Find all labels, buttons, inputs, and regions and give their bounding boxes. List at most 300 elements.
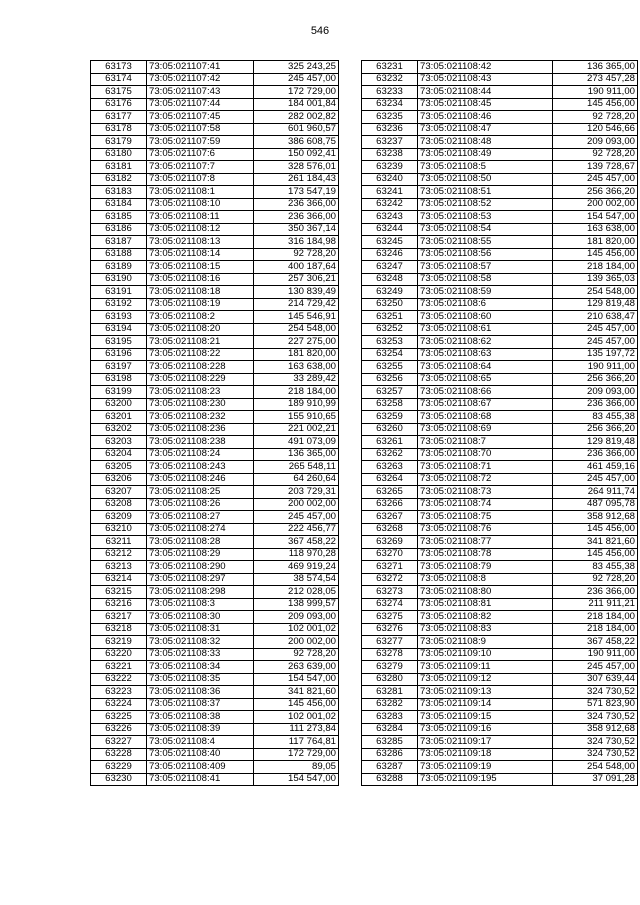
cadastral-value: 307 639,44 xyxy=(553,673,638,686)
cadastral-value: 145 456,00 xyxy=(553,98,638,111)
table-row xyxy=(362,586,638,599)
cadastral-value: 236 366,00 xyxy=(553,398,638,411)
cadastral-number: 73:05:021108:64 xyxy=(418,361,553,374)
cadastral-number: 73:05:021107:44 xyxy=(147,98,254,111)
cadastral-number: 73:05:021109:15 xyxy=(418,711,553,724)
row-number: 63187 xyxy=(91,236,147,249)
row-number: 63281 xyxy=(362,686,418,699)
row-number: 63276 xyxy=(362,623,418,636)
table-row xyxy=(362,148,638,161)
cadastral-number: 73:05:021108:41 xyxy=(147,773,254,786)
row-number: 63251 xyxy=(362,311,418,324)
cadastral-value: 200 002,00 xyxy=(553,198,638,211)
cadastral-value: 209 093,00 xyxy=(553,386,638,399)
row-number: 63216 xyxy=(91,598,147,611)
cadastral-value: 245 457,00 xyxy=(254,73,339,86)
cadastral-value: 33 289,42 xyxy=(254,373,339,386)
cadastral-value: 210 638,47 xyxy=(553,311,638,324)
cadastral-value: 218 184,00 xyxy=(254,386,339,399)
row-number: 63265 xyxy=(362,486,418,499)
cadastral-value: 83 455,38 xyxy=(553,411,638,424)
cadastral-value: 200 002,00 xyxy=(254,498,339,511)
cadastral-value: 189 910,99 xyxy=(254,398,339,411)
row-number: 63235 xyxy=(362,111,418,124)
row-number: 63184 xyxy=(91,198,147,211)
cadastral-number: 73:05:021109:13 xyxy=(418,686,553,699)
table-row xyxy=(362,498,638,511)
cadastral-value: 129 819,48 xyxy=(553,298,638,311)
cadastral-number: 73:05:021107:43 xyxy=(147,86,254,99)
cadastral-number: 73:05:021108:15 xyxy=(147,261,254,274)
cadastral-number: 73:05:021108:75 xyxy=(418,511,553,524)
cadastral-number: 73:05:021107:58 xyxy=(147,123,254,136)
cadastral-value: 139 365,03 xyxy=(553,273,638,286)
cadastral-number: 73:05:021108:30 xyxy=(147,611,254,624)
cadastral-number: 73:05:021108:298 xyxy=(147,586,254,599)
cadastral-value: 155 910,65 xyxy=(254,411,339,424)
table-row xyxy=(362,161,638,174)
table-row xyxy=(91,173,339,186)
row-number: 63223 xyxy=(91,686,147,699)
row-number: 63208 xyxy=(91,498,147,511)
cadastral-number: 73:05:021108:229 xyxy=(147,373,254,386)
cadastral-number: 73:05:021109:195 xyxy=(418,773,553,786)
row-number: 63277 xyxy=(362,636,418,649)
row-number: 63186 xyxy=(91,223,147,236)
row-number: 63271 xyxy=(362,561,418,574)
row-number: 63266 xyxy=(362,498,418,511)
row-number: 63267 xyxy=(362,511,418,524)
table-row xyxy=(91,523,339,536)
cadastral-value: 221 002,21 xyxy=(254,423,339,436)
row-number: 63274 xyxy=(362,598,418,611)
cadastral-value: 130 839,49 xyxy=(254,286,339,299)
cadastral-value: 254 548,00 xyxy=(553,761,638,774)
cadastral-number: 73:05:021109:17 xyxy=(418,736,553,749)
cadastral-value: 256 366,20 xyxy=(553,423,638,436)
cadastral-value: 218 184,00 xyxy=(553,261,638,274)
table-row xyxy=(362,536,638,549)
table-row xyxy=(91,136,339,149)
row-number: 63174 xyxy=(91,73,147,86)
cadastral-number: 73:05:021108:23 xyxy=(147,386,254,399)
cadastral-value: 214 729,42 xyxy=(254,298,339,311)
table-row xyxy=(91,261,339,274)
row-number: 63191 xyxy=(91,286,147,299)
table-row xyxy=(362,561,638,574)
table-row xyxy=(362,86,638,99)
table-row xyxy=(362,123,638,136)
table-row xyxy=(362,261,638,274)
table-row xyxy=(362,648,638,661)
row-number: 63224 xyxy=(91,698,147,711)
table-row xyxy=(91,186,339,199)
row-number: 63252 xyxy=(362,323,418,336)
row-number: 63228 xyxy=(91,748,147,761)
cadastral-number: 73:05:021108:46 xyxy=(418,111,553,124)
row-number: 63232 xyxy=(362,73,418,86)
cadastral-number: 73:05:021108:34 xyxy=(147,661,254,674)
cadastral-value: 325 243,25 xyxy=(254,61,339,74)
table-row xyxy=(91,423,339,436)
table-row xyxy=(91,736,339,749)
cadastral-value: 154 547,00 xyxy=(254,773,339,786)
table-row xyxy=(362,661,638,674)
table-row xyxy=(362,611,638,624)
cadastral-number: 73:05:021108:236 xyxy=(147,423,254,436)
cadastral-value: 254 548,00 xyxy=(254,323,339,336)
row-number: 63227 xyxy=(91,736,147,749)
table-row xyxy=(362,61,638,74)
cadastral-number: 73:05:021108:7 xyxy=(418,436,553,449)
cadastral-value: 92 728,20 xyxy=(254,648,339,661)
cadastral-number: 73:05:021108:21 xyxy=(147,336,254,349)
table-row xyxy=(362,173,638,186)
cadastral-number: 73:05:021108:230 xyxy=(147,398,254,411)
cadastral-number: 73:05:021108:232 xyxy=(147,411,254,424)
cadastral-number: 73:05:021108:60 xyxy=(418,311,553,324)
cadastral-number: 73:05:021108:243 xyxy=(147,461,254,474)
row-number: 63284 xyxy=(362,723,418,736)
cadastral-value: 227 275,00 xyxy=(254,336,339,349)
table-row xyxy=(91,61,339,74)
cadastral-number: 73:05:021108:76 xyxy=(418,523,553,536)
table-row xyxy=(91,773,339,786)
table-row xyxy=(362,423,638,436)
row-number: 63282 xyxy=(362,698,418,711)
cadastral-value: 145 546,91 xyxy=(254,311,339,324)
cadastral-number: 73:05:021108:56 xyxy=(418,248,553,261)
cadastral-number: 73:05:021108:24 xyxy=(147,448,254,461)
table-row xyxy=(362,736,638,749)
row-number: 63272 xyxy=(362,573,418,586)
row-number: 63237 xyxy=(362,136,418,149)
cadastral-number: 73:05:021108:51 xyxy=(418,186,553,199)
row-number: 63256 xyxy=(362,373,418,386)
table-row xyxy=(91,636,339,649)
cadastral-value: 461 459,16 xyxy=(553,461,638,474)
table-row xyxy=(362,698,638,711)
row-number: 63181 xyxy=(91,161,147,174)
row-number: 63190 xyxy=(91,273,147,286)
cadastral-number: 73:05:021108:71 xyxy=(418,461,553,474)
row-number: 63189 xyxy=(91,261,147,274)
cadastral-number: 73:05:021108:61 xyxy=(418,323,553,336)
cadastral-value: 265 548,11 xyxy=(254,461,339,474)
row-number: 63182 xyxy=(91,173,147,186)
table-row xyxy=(91,111,339,124)
table-row xyxy=(91,561,339,574)
cadastral-number: 73:05:021108:31 xyxy=(147,623,254,636)
row-number: 63219 xyxy=(91,636,147,649)
table-row xyxy=(362,223,638,236)
cadastral-value: 154 547,00 xyxy=(553,211,638,224)
row-number: 63213 xyxy=(91,561,147,574)
cadastral-value: 324 730,52 xyxy=(553,686,638,699)
table-row xyxy=(362,711,638,724)
cadastral-number: 73:05:021108:36 xyxy=(147,686,254,699)
cadastral-value: 571 823,90 xyxy=(553,698,638,711)
row-number: 63255 xyxy=(362,361,418,374)
cadastral-number: 73:05:021108:43 xyxy=(418,73,553,86)
cadastral-value: 328 576,01 xyxy=(254,161,339,174)
cadastral-value: 92 728,20 xyxy=(553,111,638,124)
table-row xyxy=(362,186,638,199)
cadastral-value: 236 366,00 xyxy=(553,448,638,461)
row-number: 63238 xyxy=(362,148,418,161)
table-row xyxy=(91,686,339,699)
cadastral-number: 73:05:021108:14 xyxy=(147,248,254,261)
row-number: 63206 xyxy=(91,473,147,486)
table-row xyxy=(362,573,638,586)
table-row xyxy=(91,511,339,524)
cadastral-number: 73:05:021108:65 xyxy=(418,373,553,386)
cadastral-number: 73:05:021108:246 xyxy=(147,473,254,486)
cadastral-value: 173 547,19 xyxy=(254,186,339,199)
table-row xyxy=(91,311,339,324)
row-number: 63260 xyxy=(362,423,418,436)
cadastral-value: 245 457,00 xyxy=(553,661,638,674)
cadastral-value: 218 184,00 xyxy=(553,623,638,636)
cadastral-number: 73:05:021108:62 xyxy=(418,336,553,349)
row-number: 63275 xyxy=(362,611,418,624)
cadastral-value: 172 729,00 xyxy=(254,86,339,99)
table-row xyxy=(91,586,339,599)
cadastral-number: 73:05:021108:4 xyxy=(147,736,254,749)
cadastral-value: 102 001,02 xyxy=(254,711,339,724)
cadastral-value: 264 911,74 xyxy=(553,486,638,499)
table-row xyxy=(91,223,339,236)
cadastral-number: 73:05:021107:6 xyxy=(147,148,254,161)
row-number: 63217 xyxy=(91,611,147,624)
row-number: 63179 xyxy=(91,136,147,149)
cadastral-value: 273 457,28 xyxy=(553,73,638,86)
cadastral-number: 73:05:021108:78 xyxy=(418,548,553,561)
cadastral-number: 73:05:021108:19 xyxy=(147,298,254,311)
table-row xyxy=(91,273,339,286)
cadastral-number: 73:05:021108:54 xyxy=(418,223,553,236)
row-number: 63175 xyxy=(91,86,147,99)
cadastral-number: 73:05:021108:58 xyxy=(418,273,553,286)
table-row xyxy=(91,123,339,136)
row-number: 63177 xyxy=(91,111,147,124)
row-number: 63210 xyxy=(91,523,147,536)
cadastral-number: 73:05:021108:35 xyxy=(147,673,254,686)
table-row xyxy=(91,373,339,386)
row-number: 63185 xyxy=(91,211,147,224)
cadastral-number: 73:05:021108:68 xyxy=(418,411,553,424)
cadastral-number: 73:05:021107:42 xyxy=(147,73,254,86)
cadastral-value: 64 260,64 xyxy=(254,473,339,486)
cadastral-value: 118 970,28 xyxy=(254,548,339,561)
row-number: 63199 xyxy=(91,386,147,399)
cadastral-value: 145 456,00 xyxy=(553,248,638,261)
row-number: 63225 xyxy=(91,711,147,724)
table-row xyxy=(91,648,339,661)
row-number: 63212 xyxy=(91,548,147,561)
cadastral-value: 102 001,02 xyxy=(254,623,339,636)
table-row xyxy=(362,411,638,424)
cadastral-value: 190 911,00 xyxy=(553,86,638,99)
cadastral-number: 73:05:021108:45 xyxy=(418,98,553,111)
table-row xyxy=(362,486,638,499)
cadastral-number: 73:05:021108:72 xyxy=(418,473,553,486)
table-row xyxy=(91,348,339,361)
row-number: 63241 xyxy=(362,186,418,199)
row-number: 63193 xyxy=(91,311,147,324)
cadastral-number: 73:05:021107:59 xyxy=(147,136,254,149)
table-row xyxy=(362,598,638,611)
table-row xyxy=(91,336,339,349)
cadastral-value: 324 730,52 xyxy=(553,748,638,761)
table-row xyxy=(91,198,339,211)
table-row xyxy=(362,473,638,486)
row-number: 63250 xyxy=(362,298,418,311)
cadastral-number: 73:05:021108:9 xyxy=(418,636,553,649)
cadastral-value: 386 608,75 xyxy=(254,136,339,149)
table-row xyxy=(91,548,339,561)
cadastral-number: 73:05:021109:18 xyxy=(418,748,553,761)
row-number: 63218 xyxy=(91,623,147,636)
table-row xyxy=(91,298,339,311)
cadastral-value: 487 095,78 xyxy=(553,498,638,511)
row-number: 63258 xyxy=(362,398,418,411)
row-number: 63239 xyxy=(362,161,418,174)
cadastral-value: 117 764,81 xyxy=(254,736,339,749)
cadastral-number: 73:05:021108:22 xyxy=(147,348,254,361)
cadastral-value: 263 639,00 xyxy=(254,661,339,674)
cadastral-number: 73:05:021108:29 xyxy=(147,548,254,561)
table-row xyxy=(362,248,638,261)
cadastral-value: 181 820,00 xyxy=(553,236,638,249)
table-row xyxy=(91,598,339,611)
row-number: 63204 xyxy=(91,448,147,461)
cadastral-value: 261 184,43 xyxy=(254,173,339,186)
cadastral-value: 256 366,20 xyxy=(553,186,638,199)
row-number: 63209 xyxy=(91,511,147,524)
cadastral-value: 184 001,84 xyxy=(254,98,339,111)
cadastral-number: 73:05:021109:16 xyxy=(418,723,553,736)
cadastral-value: 358 912,68 xyxy=(553,511,638,524)
table-row xyxy=(91,698,339,711)
row-number: 63234 xyxy=(362,98,418,111)
cadastral-number: 73:05:021107:7 xyxy=(147,161,254,174)
row-number: 63279 xyxy=(362,661,418,674)
cadastral-value: 138 999,57 xyxy=(254,598,339,611)
cadastral-value: 324 730,52 xyxy=(553,711,638,724)
cadastral-number: 73:05:021108:26 xyxy=(147,498,254,511)
cadastral-value: 367 458,22 xyxy=(254,536,339,549)
cadastral-number: 73:05:021108:52 xyxy=(418,198,553,211)
cadastral-number: 73:05:021108:409 xyxy=(147,761,254,774)
cadastral-number: 73:05:021108:20 xyxy=(147,323,254,336)
cadastral-number: 73:05:021109:12 xyxy=(418,673,553,686)
cadastral-number: 73:05:021108:3 xyxy=(147,598,254,611)
cadastral-value: 92 728,20 xyxy=(254,248,339,261)
row-number: 63278 xyxy=(362,648,418,661)
cadastral-value: 37 091,28 xyxy=(553,773,638,786)
table-row xyxy=(91,323,339,336)
cadastral-number: 73:05:021107:41 xyxy=(147,61,254,74)
table-row xyxy=(91,398,339,411)
row-number: 63240 xyxy=(362,173,418,186)
table-row xyxy=(362,636,638,649)
cadastral-number: 73:05:021108:70 xyxy=(418,448,553,461)
cadastral-value: 203 729,31 xyxy=(254,486,339,499)
cadastral-number: 73:05:021108:27 xyxy=(147,511,254,524)
cadastral-value: 163 638,00 xyxy=(553,223,638,236)
table-row xyxy=(91,248,339,261)
cadastral-value: 257 306,21 xyxy=(254,273,339,286)
table-row xyxy=(362,373,638,386)
cadastral-value: 190 911,00 xyxy=(553,361,638,374)
row-number: 63200 xyxy=(91,398,147,411)
cadastral-value: 209 093,00 xyxy=(254,611,339,624)
cadastral-value: 200 002,00 xyxy=(254,636,339,649)
cadastral-value: 211 911,21 xyxy=(553,598,638,611)
cadastral-value: 358 912,68 xyxy=(553,723,638,736)
row-number: 63288 xyxy=(362,773,418,786)
row-number: 63201 xyxy=(91,411,147,424)
cadastral-value: 256 366,20 xyxy=(553,373,638,386)
cadastral-number: 73:05:021108:48 xyxy=(418,136,553,149)
cadastral-value: 254 548,00 xyxy=(553,286,638,299)
table-row xyxy=(362,111,638,124)
cadastral-number: 73:05:021108:53 xyxy=(418,211,553,224)
cadastral-value: 222 456,77 xyxy=(254,523,339,536)
cadastral-number: 73:05:021108:67 xyxy=(418,398,553,411)
row-number: 63222 xyxy=(91,673,147,686)
cadastral-number: 73:05:021108:69 xyxy=(418,423,553,436)
table-row xyxy=(362,523,638,536)
row-number: 63236 xyxy=(362,123,418,136)
cadastral-value: 190 911,00 xyxy=(553,648,638,661)
table-row xyxy=(91,536,339,549)
cadastral-number: 73:05:021109:10 xyxy=(418,648,553,661)
cadastral-number: 73:05:021108:74 xyxy=(418,498,553,511)
table-row xyxy=(362,348,638,361)
row-number: 63180 xyxy=(91,148,147,161)
row-number: 63188 xyxy=(91,248,147,261)
cadastral-number: 73:05:021108:66 xyxy=(418,386,553,399)
cadastral-number: 73:05:021108:47 xyxy=(418,123,553,136)
table-row xyxy=(362,548,638,561)
table-row xyxy=(362,311,638,324)
row-number: 63215 xyxy=(91,586,147,599)
table-row xyxy=(91,361,339,374)
cadastral-number: 73:05:021108:49 xyxy=(418,148,553,161)
cadastral-value: 350 367,14 xyxy=(254,223,339,236)
cadastral-number: 73:05:021108:79 xyxy=(418,561,553,574)
cadastral-number: 73:05:021108:73 xyxy=(418,486,553,499)
table-row xyxy=(362,386,638,399)
cadastral-value: 245 457,00 xyxy=(553,473,638,486)
cadastral-number: 73:05:021108:25 xyxy=(147,486,254,499)
cadastral-value: 469 919,24 xyxy=(254,561,339,574)
row-number: 63173 xyxy=(91,61,147,74)
cadastral-value: 341 821,60 xyxy=(254,686,339,699)
cadastral-value: 172 729,00 xyxy=(254,748,339,761)
table-row xyxy=(362,398,638,411)
cadastral-number: 73:05:021108:83 xyxy=(418,623,553,636)
cadastral-number: 73:05:021108:297 xyxy=(147,573,254,586)
row-number: 63286 xyxy=(362,748,418,761)
cadastral-value: 136 365,00 xyxy=(553,61,638,74)
row-number: 63203 xyxy=(91,436,147,449)
row-number: 63247 xyxy=(362,261,418,274)
cadastral-value: 139 728,67 xyxy=(553,161,638,174)
table-row xyxy=(91,236,339,249)
